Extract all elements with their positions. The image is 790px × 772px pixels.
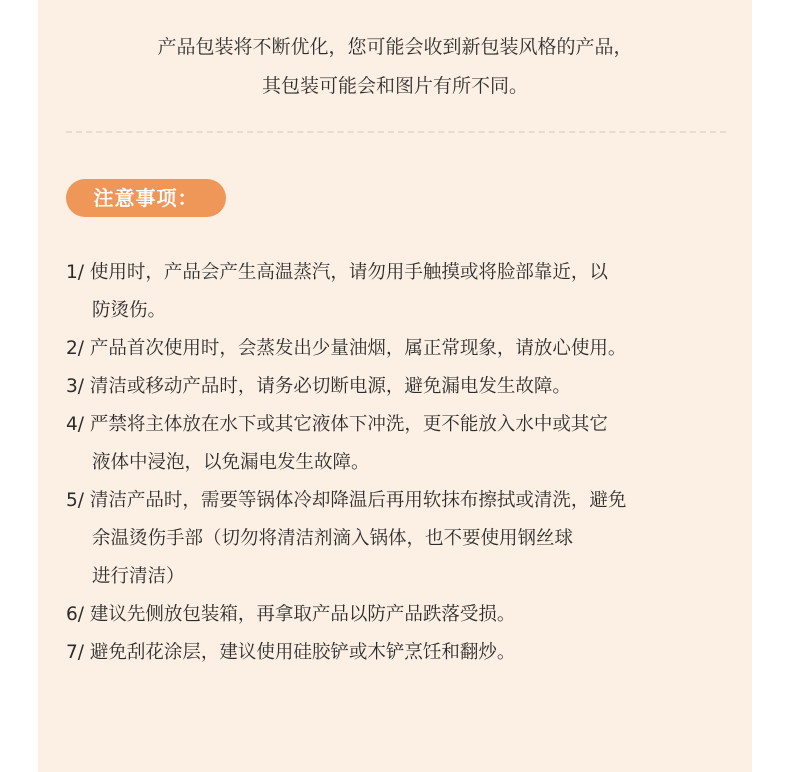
precaution-item-6 <box>66 596 746 634</box>
packaging-notice <box>38 28 752 106</box>
precaution-item-4-line-1: 4/ 严禁将主体放在水下或其它液体下冲洗，更不能放入水中或其它 <box>66 414 608 435</box>
precaution-item-4-line-2: 液体中浸泡，以免漏电发生故障。 <box>92 452 370 473</box>
precaution-item-7-line-1: 7/ 避免刮花涂层，建议使用硅胶铲或木铲烹饪和翻炒。 <box>66 642 516 663</box>
precaution-item-5-line-3: 进行清洁） <box>92 566 185 587</box>
precaution-item-3 <box>66 368 746 406</box>
packaging-notice-line-1: 产品包装将不断优化，您可能会收到新包装风格的产品， <box>157 36 633 58</box>
precaution-item-5-line-2: 余温烫伤手部（切勿将清洁剂滴入锅体，也不要使用钢丝球 <box>92 528 574 549</box>
precaution-item-7 <box>66 634 746 672</box>
precaution-item-6-line-1: 6/ 建议先侧放包装箱，再拿取产品以防产品跌落受损。 <box>66 604 516 625</box>
precaution-item-3-line-1: 3/ 清洁或移动产品时，请务必切断电源，避免漏电发生故障。 <box>66 376 571 397</box>
precaution-item-1-line-1: 1/ 使用时，产品会产生高温蒸汽，请勿用手触摸或将脸部靠近，以 <box>66 262 608 283</box>
precautions-badge: 注意事项： <box>66 179 226 217</box>
precaution-item-4 <box>66 406 746 482</box>
precaution-item-2 <box>66 330 746 368</box>
precautions-list <box>66 254 746 672</box>
precaution-item-2-line-1: 2/ 产品首次使用时，会蒸发出少量油烟，属正常现象，请放心使用。 <box>66 338 627 359</box>
dashed-divider <box>66 131 726 133</box>
precaution-item-1-line-2: 防烫伤。 <box>92 300 167 321</box>
precaution-item-5 <box>66 482 746 596</box>
packaging-notice-line-2: 其包装可能会和图片有所不同。 <box>261 75 528 97</box>
precaution-item-5-line-1: 5/ 清洁产品时，需要等锅体冷却降温后再用软抹布擦拭或清洗，避免 <box>66 490 627 511</box>
precaution-item-1 <box>66 254 746 330</box>
